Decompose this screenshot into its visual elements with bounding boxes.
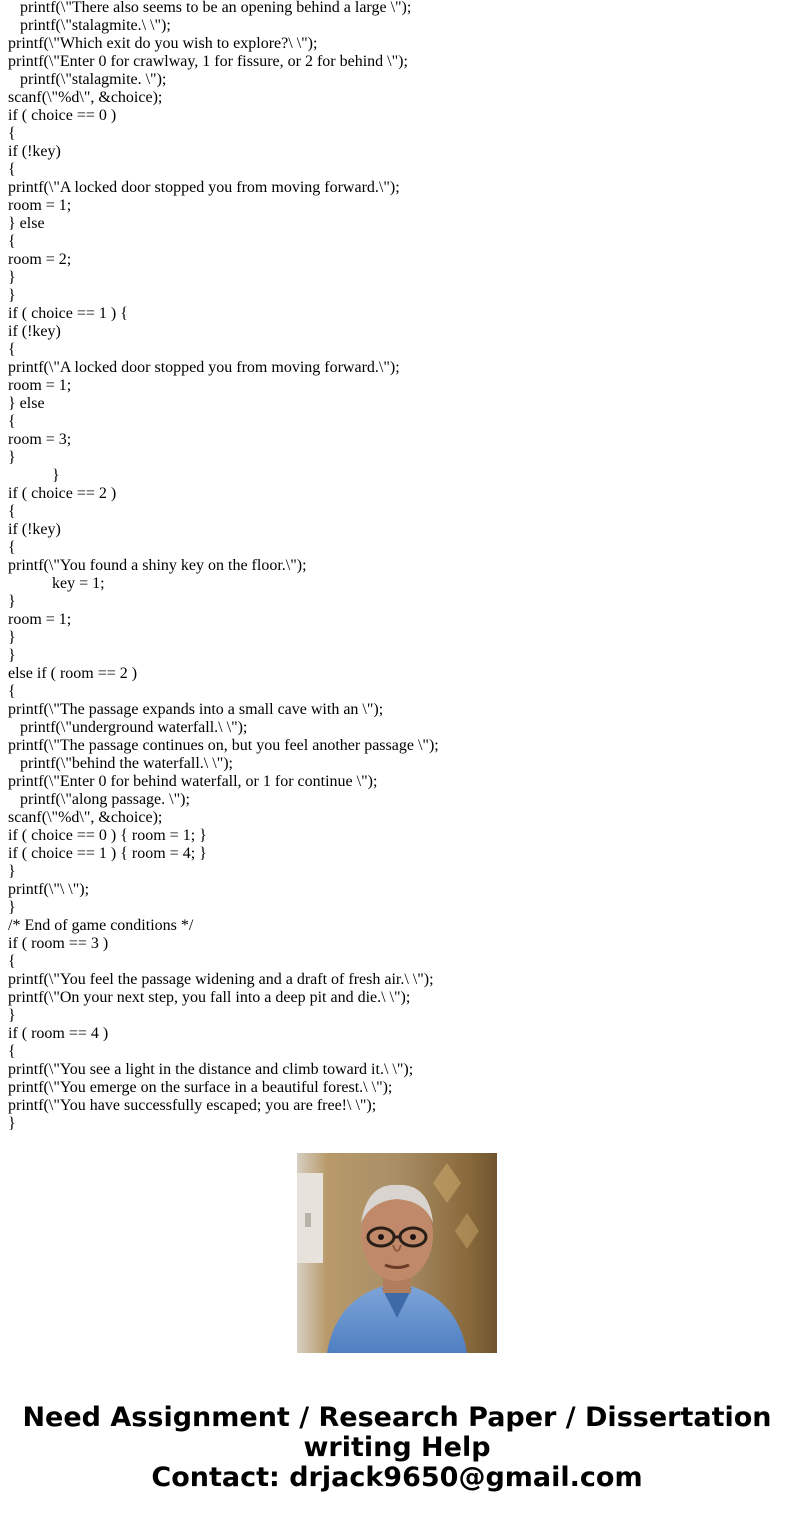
code-line: else if ( room == 2 ) [8, 665, 138, 682]
code-line: if (!key) [8, 143, 61, 160]
code-line: room = 1; [8, 377, 72, 394]
code-line: } [8, 863, 16, 880]
code-line: room = 2; [8, 251, 72, 268]
code-line: { [8, 503, 16, 520]
code-line: room = 1; [8, 611, 72, 628]
code-line: printf(\"stalagmite.\ \"); [20, 17, 171, 34]
banner-contact-line: Contact: drjack9650@gmail.com [151, 1462, 643, 1493]
code-line: if (!key) [8, 521, 61, 538]
code-line: { [8, 1043, 16, 1060]
code-line: printf(\"behind the waterfall.\ \"); [20, 755, 233, 772]
code-line: } [8, 593, 16, 610]
code-line: printf(\"On your next step, you fall into a deep pit and die.\ \"); [8, 989, 411, 1006]
code-line: { [8, 341, 16, 358]
code-line: scanf(\"%d\", &choice); [8, 89, 163, 106]
code-line: if ( choice == 0 ) { room = 1; } [8, 827, 207, 844]
code-line: if ( choice == 1 ) { room = 4; } [8, 845, 207, 862]
code-line: } else [8, 395, 45, 412]
banner-line-2: writing Help [303, 1432, 491, 1463]
code-line: } else [8, 215, 45, 232]
code-line: if ( choice == 0 ) [8, 107, 117, 124]
code-line: printf(\"Enter 0 for behind waterfall, or 1 for continue \"); [8, 773, 378, 790]
code-line: printf(\"stalagmite. \"); [20, 71, 167, 88]
code-line: } [8, 647, 16, 664]
code-line: { [8, 683, 16, 700]
code-line: { [8, 125, 16, 142]
code-line: printf(\"\ \"); [8, 881, 90, 898]
code-line: if ( choice == 1 ) { [8, 305, 128, 322]
avatar [297, 1153, 497, 1353]
code-line: room = 3; [8, 431, 72, 448]
code-line: if ( room == 3 ) [8, 935, 109, 952]
code-line: { [8, 539, 16, 556]
banner-line-1: Need Assignment / Research Paper / Dissertation [22, 1402, 772, 1433]
code-line: printf(\"You feel the passage widening and a draft of fresh air.\ \"); [8, 971, 434, 988]
code-line: } [8, 1007, 16, 1024]
code-line: if (!key) [8, 323, 61, 340]
code-line: } [8, 449, 16, 466]
code-line: key = 1; [52, 575, 105, 592]
code-line: { [8, 413, 16, 430]
code-line: printf(\"along passage. \"); [20, 791, 190, 808]
code-line: printf(\"You see a light in the distance and climb toward it.\ \"); [8, 1061, 414, 1078]
code-line: printf(\"A locked door stopped you from moving forward.\"); [8, 359, 400, 376]
code-line: } [8, 287, 16, 304]
code-line: scanf(\"%d\", &choice); [8, 809, 163, 826]
code-listing [8, 0, 788, 1132]
code-line: printf(\"The passage continues on, but you feel another passage \"); [8, 737, 439, 754]
code-line: printf(\"You have successfully escaped; you are free!\ \"); [8, 1097, 377, 1114]
code-line: printf(\"Which exit do you wish to explore?\ \"); [8, 35, 318, 52]
code-line: printf(\"Enter 0 for crawlway, 1 for fissure, or 2 for behind \"); [8, 53, 408, 70]
code-line: if ( choice == 2 ) [8, 485, 117, 502]
code-line: if ( room == 4 ) [8, 1025, 109, 1042]
code-line: { [8, 233, 16, 250]
code-line: room = 1; [8, 197, 72, 214]
code-line: printf(\"The passage expands into a small cave with an \"); [8, 701, 384, 718]
code-line: printf(\"You emerge on the surface in a beautiful forest.\ \"); [8, 1079, 393, 1096]
code-line: printf(\"You found a shiny key on the floor.\"); [8, 557, 307, 574]
code-line: } [8, 629, 16, 646]
code-line: printf(\"underground waterfall.\ \"); [20, 719, 248, 736]
contact-banner [0, 1403, 794, 1493]
code-line: } [8, 1115, 16, 1132]
code-line: { [8, 161, 16, 178]
code-line: /* End of game conditions */ [8, 917, 194, 934]
code-line: } [8, 269, 16, 286]
code-line: printf(\"There also seems to be an opening behind a large \"); [20, 0, 412, 16]
code-line: } [52, 467, 60, 484]
code-line: { [8, 953, 16, 970]
person-photo-icon [297, 1153, 497, 1353]
code-line: } [8, 899, 16, 916]
code-line: printf(\"A locked door stopped you from moving forward.\"); [8, 179, 400, 196]
